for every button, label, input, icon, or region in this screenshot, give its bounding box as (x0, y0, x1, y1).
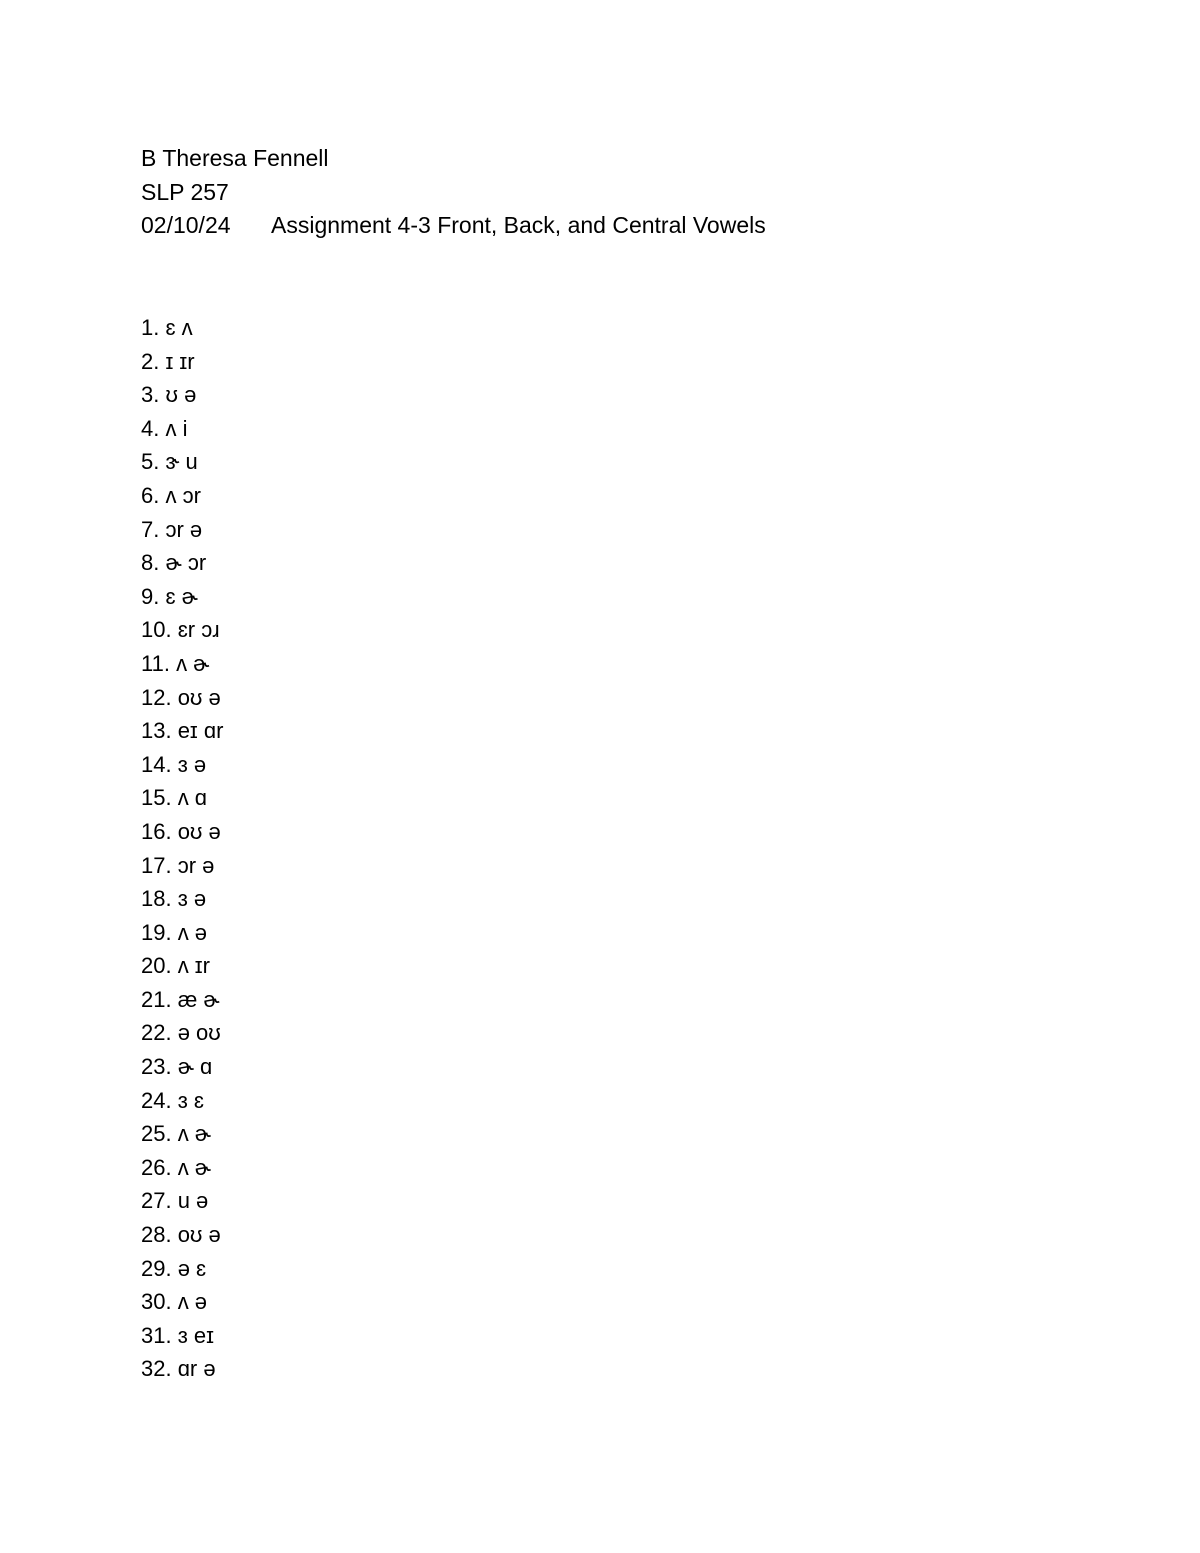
answer-item: 20. ʌ ɪr (141, 953, 210, 979)
answer-item: 9. ɛ ɚ (141, 583, 198, 609)
answer-item: 15. ʌ ɑ (141, 785, 208, 811)
date-assignment-line (141, 209, 766, 243)
answer-item: 22. ə oʊ (141, 1020, 221, 1046)
answer-item: 16. oʊ ə (141, 818, 221, 844)
assignment-date: 02/10/24 (141, 212, 231, 238)
student-name: B Theresa Fennell (141, 145, 329, 171)
answer-item: 3. ʊ ə (141, 382, 197, 408)
answer-item: 5. ɝ u (141, 449, 198, 475)
answer-item: 23. ɚ ɑ (141, 1054, 213, 1080)
answer-item: 31. ɜ eɪ (141, 1322, 214, 1348)
answer-item: 1. ɛ ʌ (141, 315, 193, 340)
answer-item: 18. ɜ ə (141, 886, 207, 912)
answer-item: 4. ʌ i (141, 415, 188, 441)
document-header (141, 142, 766, 243)
answer-item: 14. ɜ ə (141, 751, 207, 777)
answer-item: 21. æ ɚ (141, 986, 220, 1012)
answer-item: 11. ʌ ɚ (141, 650, 210, 676)
answer-list (141, 311, 223, 1386)
answer-item: 30. ʌ ə (141, 1289, 208, 1315)
answer-item: 7. ɔr ə (141, 516, 203, 542)
answer-item: 19. ʌ ə (141, 919, 208, 945)
assignment-title: Assignment 4-3 Front, Back, and Central Vowels (271, 212, 766, 238)
answer-item: 26. ʌ ɚ (141, 1154, 212, 1180)
answer-item: 28. oʊ ə (141, 1222, 221, 1248)
answer-item: 12. oʊ ə (141, 684, 221, 710)
answer-item: 24. ɜ ɛ (141, 1087, 204, 1113)
answer-item: 17. ɔr ə (141, 852, 215, 878)
answer-item: 32. ɑr ə (141, 1356, 216, 1382)
answer-item: 25. ʌ ɚ (141, 1121, 212, 1147)
answer-item: 6. ʌ ɔr (141, 482, 201, 508)
answer-item: 29. ə ɛ (141, 1255, 207, 1281)
answer-item: 27. u ə (141, 1188, 209, 1214)
answer-item: 13. eɪ ɑr (141, 718, 224, 744)
answer-item: 10. ɛr ɔɹ (141, 617, 220, 643)
answer-item: 2. ɪ ɪr (141, 348, 195, 374)
answer-item: 8. ɚ ɔr (141, 550, 207, 576)
course-code: SLP 257 (141, 178, 229, 205)
